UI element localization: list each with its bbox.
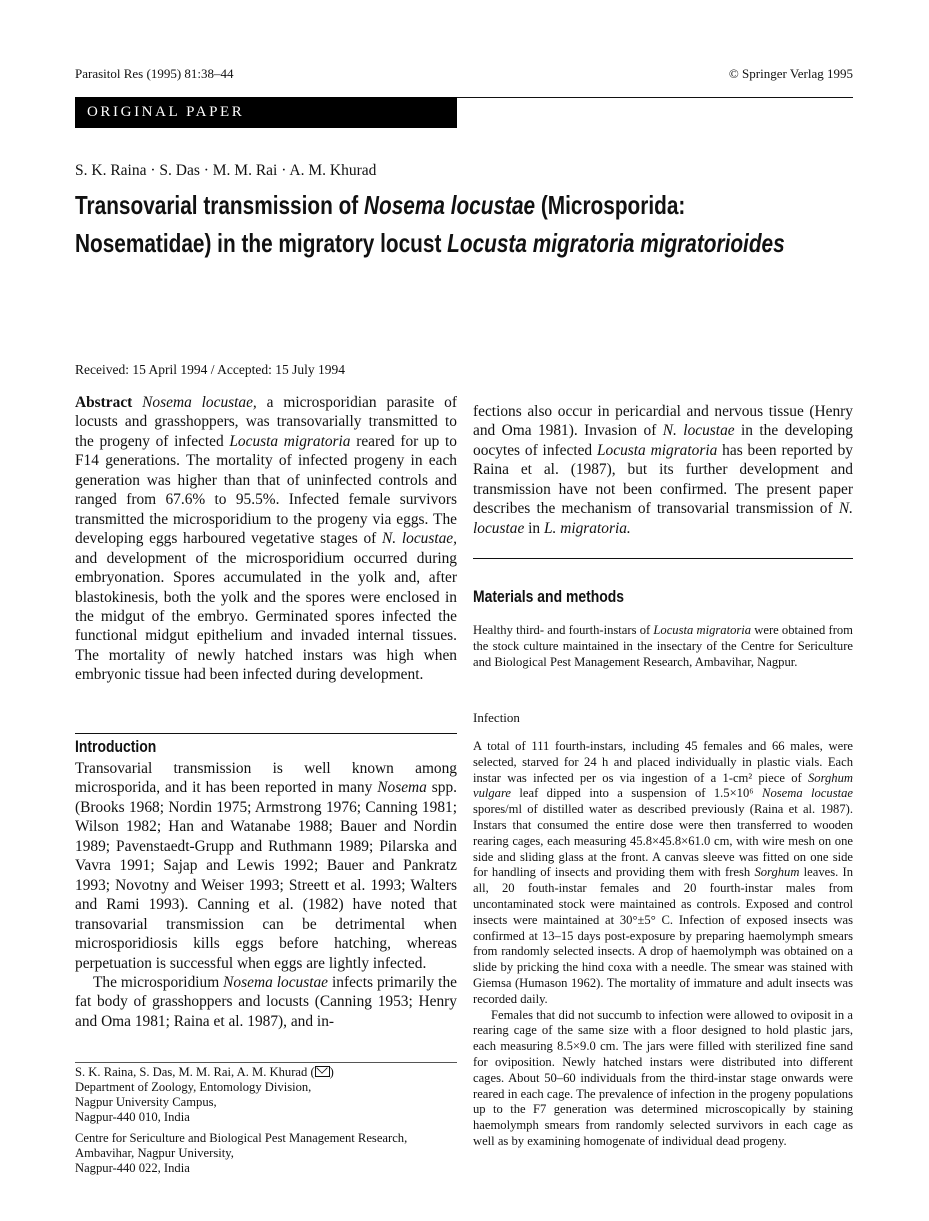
italic-text: N. locustae bbox=[662, 422, 735, 440]
section-rule bbox=[473, 558, 853, 559]
affiliation-line: Department of Zoology, Entomology Division, bbox=[75, 1080, 312, 1094]
journal-citation: Parasitol Res (1995) 81:38–44 bbox=[75, 66, 234, 81]
abstract-label: Abstract bbox=[75, 394, 133, 411]
affiliations: S. K. Raina, S. Das, M. M. Rai, A. M. Khurad ( ) Department of Zoology, Entomology Division, Nagpur University Campus, Nagpur-440 010, India Centre for Sericulture and Biological Pest Management Research, Ambavihar, Nagpur University, Nagpur-440 022, India bbox=[75, 1065, 408, 1175]
text-run: in bbox=[524, 519, 544, 537]
italic-text: L. migratoria. bbox=[543, 519, 631, 537]
section-rule bbox=[75, 733, 457, 734]
title-line-2 bbox=[75, 224, 785, 262]
abstract bbox=[75, 393, 457, 685]
text-run: Healthy third- and fourth-instars of bbox=[473, 623, 654, 637]
text-run: Nosematidae) in the migratory locust bbox=[75, 228, 448, 258]
affiliation-line: Ambavihar, Nagpur University, bbox=[75, 1146, 234, 1160]
infection-paragraph-2 bbox=[473, 1008, 853, 1150]
introduction-continued bbox=[473, 402, 853, 538]
envelope-icon bbox=[315, 1066, 330, 1077]
italic-text: Nosema locustae, bbox=[142, 394, 257, 411]
infection-body bbox=[473, 739, 853, 1150]
methods-paragraph-1 bbox=[473, 623, 853, 670]
introduction-body bbox=[75, 759, 457, 1031]
introduction-paragraph-2-continued bbox=[473, 402, 853, 538]
received-dates: Received: 15 April 1994 / Accepted: 15 July 1994 bbox=[75, 362, 345, 377]
italic-text: Nosema locustae bbox=[363, 190, 536, 220]
introduction-heading: Introduction bbox=[75, 737, 157, 756]
text-run: a microsporidian parasite of locusts and grasshoppers, was transovarially transmitted to the progeny of infected bbox=[75, 394, 458, 450]
text-run: spp. (Brooks 1968; Nordin 1975; Armstrong 1976; Canning 1981; Wilson 1982; Han and Watanabe 1988; Bauer and Nordin 1989; Pavenstaedt-Grupp and Ruthmann 1989; Pilarska and Vavra 1991; Sajap and Lewis 1992; Bauer and Pankratz 1993; Novotny and Weiser 1993; Streett et al. 1993; Walters and Rami 1993). Canning et al. (1982) have noted that transovarial transmission can be detrimental when microsporidiosis kills eggs before hatching, whereas perpetuation is successful when eggs are lightly infected. bbox=[75, 779, 457, 972]
text-run: leaves. In all, 20 fouth-instar females and 20 fourth-instar males from uncontaminated stock were maintained as controls. Exposed and control insects were maintained at 30°±5° C. Infection of exposed insects was confirmed at 13–15 days post-exposure by preparing haemolymph smears from randomly selected insects. A drop of haemolymph was obtained on a slide by pricking the hind coxa with a needle. The smear was stained with Giemsa (Humason 1962). The mortality of immature and adult insects was recorded daily. bbox=[473, 865, 854, 1006]
methods-heading: Materials and methods bbox=[473, 587, 625, 606]
text-run: leaf dipped into a suspension of 1.5×10⁶ bbox=[511, 786, 763, 801]
text-run: and development of the microsporidium occurred during embryonation. Spores accumulated in the yolk and, after blastokinesis, both the yolk and the spores were enclosed in the midgut of the embryo. Germinated spores infected the functional midgut epithelium and invaded internal tissues. The mortality of newly hatched instars was high when embryonic tissue had been infected during development. bbox=[75, 549, 457, 684]
text-run: (Microsporida: bbox=[535, 190, 686, 220]
introduction-paragraph-1 bbox=[75, 759, 457, 973]
affiliation-line: Nagpur University Campus, bbox=[75, 1095, 217, 1109]
italic-text: Sorghum bbox=[754, 865, 800, 880]
article-title bbox=[75, 186, 785, 262]
footnote-rule bbox=[75, 1062, 457, 1063]
text-run: in the developing oocytes of infected bbox=[473, 422, 853, 459]
italic-text: Nosema locustae bbox=[762, 786, 853, 801]
header-rule bbox=[457, 97, 853, 98]
copyright: © Springer Verlag 1995 bbox=[728, 66, 853, 81]
affiliation-line: Nagpur-440 022, India bbox=[75, 1161, 190, 1175]
methods-intro bbox=[473, 623, 853, 670]
text-run: fections also occur in pericardial and nervous tissue (Henry and Oma 1981). Invasion of bbox=[473, 403, 853, 440]
text-run: Females that did not succumb to infection were allowed to oviposit in a rearing cage of the same size with a floor designed to hold plastic jars, each measuring 8.5×9.0 cm. The jars were filled with sterilized fine sand for oviposition. Newly hatched instars were distributed into different cages. About 50–60 individuals from the third-instar stage onwards were reared in each cage. The prevalence of infection in the progeny populations up to the F7 generation was determined microscopically by staining haemolymph smears from randomly selected survivors in each cage as well as by examining homogenate of individual dead progeny. bbox=[473, 1007, 853, 1148]
italic-text: Sorghum vulgare bbox=[473, 770, 853, 801]
italic-text: Locusta migratoria bbox=[597, 441, 718, 459]
infection-paragraph-1 bbox=[473, 739, 853, 1008]
text-run: infects primarily the fat body of grasshoppers and locusts (Canning 1953; Henry and Oma 1981; Raina et al. 1987), and in- bbox=[75, 973, 457, 1030]
introduction-paragraph-2 bbox=[75, 973, 457, 1031]
authors: S. K. Raina · S. Das · M. M. Rai · A. M. Khurad bbox=[75, 162, 377, 179]
title-line-1 bbox=[75, 186, 785, 224]
italic-text: N. locustae bbox=[473, 500, 853, 537]
italic-text: Locusta migratoria bbox=[653, 623, 752, 637]
italic-text: Locusta migratoria bbox=[229, 432, 351, 450]
affiliation-line: Centre for Sericulture and Biological Pest Management Research, bbox=[75, 1131, 408, 1145]
text-run: spores/ml of distilled water as described previously (Raina et al. 1987). Instars that consumed the entire dose were then transferred to wooden rearing cages, each measuring 45.8×45.8×61.0 cm, with wire mesh on one side and sliding glass at the front. A canvas sleeve was fitted on one side for handling of insects and providing them with fresh bbox=[473, 802, 853, 880]
text-run: The microsporidium bbox=[93, 973, 224, 991]
text-run: Transovarial transmission is well known among microsporida, and it has been reported in many bbox=[75, 760, 457, 797]
italic-text: Locusta migratoria migratorioides bbox=[447, 228, 785, 258]
text-run bbox=[132, 394, 142, 411]
italic-text: Nosema bbox=[377, 779, 427, 797]
text-run: were obtained from the stock culture maintained in the insectary of the Centre for Sericulture and Biological Pest Management Research, Ambavihar, Nagpur. bbox=[473, 623, 853, 669]
affiliation-line: Nagpur-440 010, India bbox=[75, 1110, 190, 1124]
italic-text: Nosema locustae bbox=[223, 973, 329, 991]
text-run: Transovarial transmission of bbox=[75, 190, 364, 220]
italic-text: N. locustae, bbox=[382, 530, 457, 548]
affiliation-line: S. K. Raina, S. Das, M. M. Rai, A. M. Khurad bbox=[75, 1065, 308, 1079]
text-run: A total of 111 fourth-instars, including 45 females and 66 males, were selected, starved for 24 h and placed individually in plastic vials. Each instar was infected per os via ingestion of a 1-cm² piece of bbox=[473, 739, 853, 785]
article-type-banner: ORIGINAL PAPER bbox=[75, 97, 457, 128]
abstract-text bbox=[75, 394, 457, 683]
text-run: has been reported by Raina et al. (1987), but its further development and transmission have not been confirmed. The present paper describes the mechanism of transovarial transmission of bbox=[473, 441, 853, 518]
text-run: reared for up to F14 generations. The mortality of infected progeny in each generation was higher than that of uninfected controls and ranged from 67.6% to 95.5%. Infected female survivors transmitted the microsporidium to the progeny via eggs. The developing eggs harboured vegetative stages of bbox=[75, 432, 458, 548]
infection-subheading: Infection bbox=[473, 710, 520, 725]
